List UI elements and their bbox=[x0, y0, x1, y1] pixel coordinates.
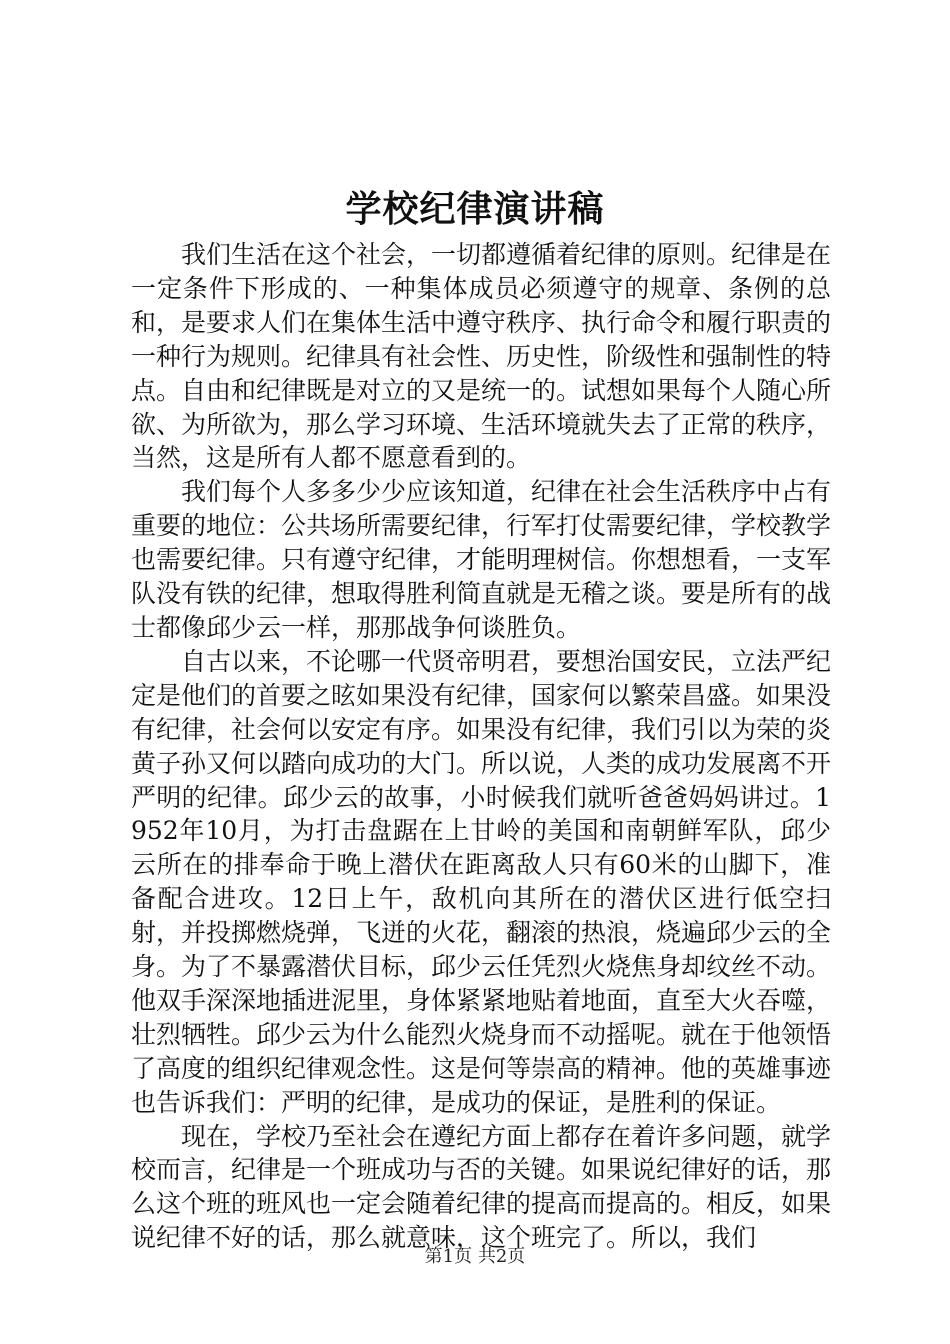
page-number-footer: 第1页 共2页 bbox=[424, 1246, 526, 1267]
paragraph-2: 我们每个人多多少少应该知道，纪律在社会生活秩序中占有重要的地位：公共场所需要纪律，行军打仗需要纪律，学校教学也需要纪律。只有遵守纪律，才能明理树信。你想想看，一支军队没有铁的纪律，想取得胜利简直就是无稽之谈。要是所有的战士都像邱少云一样，那那战争何谈胜负。 bbox=[131, 477, 832, 642]
document-body bbox=[131, 238, 831, 1255]
paragraph-1: 我们生活在这个社会，一切都遵循着纪律的原则。纪律是在一定条件下形成的、一种集体成员必须遵守的规章、条例的总和，是要求人们在集体生活中遵守秩序、执行命令和履行职责的一种行为规则。纪律具有社会性、历史性，阶级性和强制性的特点。自由和纪律既是对立的又是统一的。试想如果每个人随心所欲、为所欲为，那么学习环境、生活环境就失去了正常的秩序，当然，这是所有人都不愿意看到的。 bbox=[131, 240, 832, 473]
paragraph-3: 自古以来，不论哪一代贤帝明君，要想治国安民，立法严纪定是他们的首要之昡如果没有纪律，国家何以繁荣昌盛。如果没有纪律，社会何以安定有序。如果没有纪律，我们引以为荣的炎黄子孙又何以踏向成功的大门。所以说，人类的成功发展离不开严明的纪律。邱少云的故事，小时候我们就听爸爸妈妈讲过。1952年10月，为打击盘踞在上甘岭的美国和南朝鲜军队，邱少云所在的排奉命于晚上潜伏在距离敌人只有60米的山脚下，准备配合进攻。12日上午，敌机向其所在的潜伏区进行低空扫射，并投掷燃烧弹，飞迸的火花，翻滚的热浪，烧遍邱少云的全身。为了不暴露潜伏目标，邱少云任凭烈火烧焦身却纹丝不动。他双手深深地插进泥里，身体紧紧地贴着地面，直至大火吞噬，壮烈牺牲。邱少云为什么能烈火烧身而不动摇呢。就在于他领悟了高度的组织纪律观念性。这是何等崇高的精神。他的英雄事迹也告诉我们：严明的纪律，是成功的保证，是胜利的保证。 bbox=[131, 646, 832, 1117]
paragraph-4: 现在，学校乃至社会在遵纪方面上都存在着许多问题，就学校而言，纪律是一个班成功与否的关键。如果说纪律好的话，那么这个班的班风也一定会随着纪律的提高而提高的。相反，如果说纪律不好的话，那么就意味，这个班完了。所以，我们 bbox=[131, 1121, 832, 1253]
document-title: 学校纪律演讲稿 bbox=[345, 188, 605, 230]
